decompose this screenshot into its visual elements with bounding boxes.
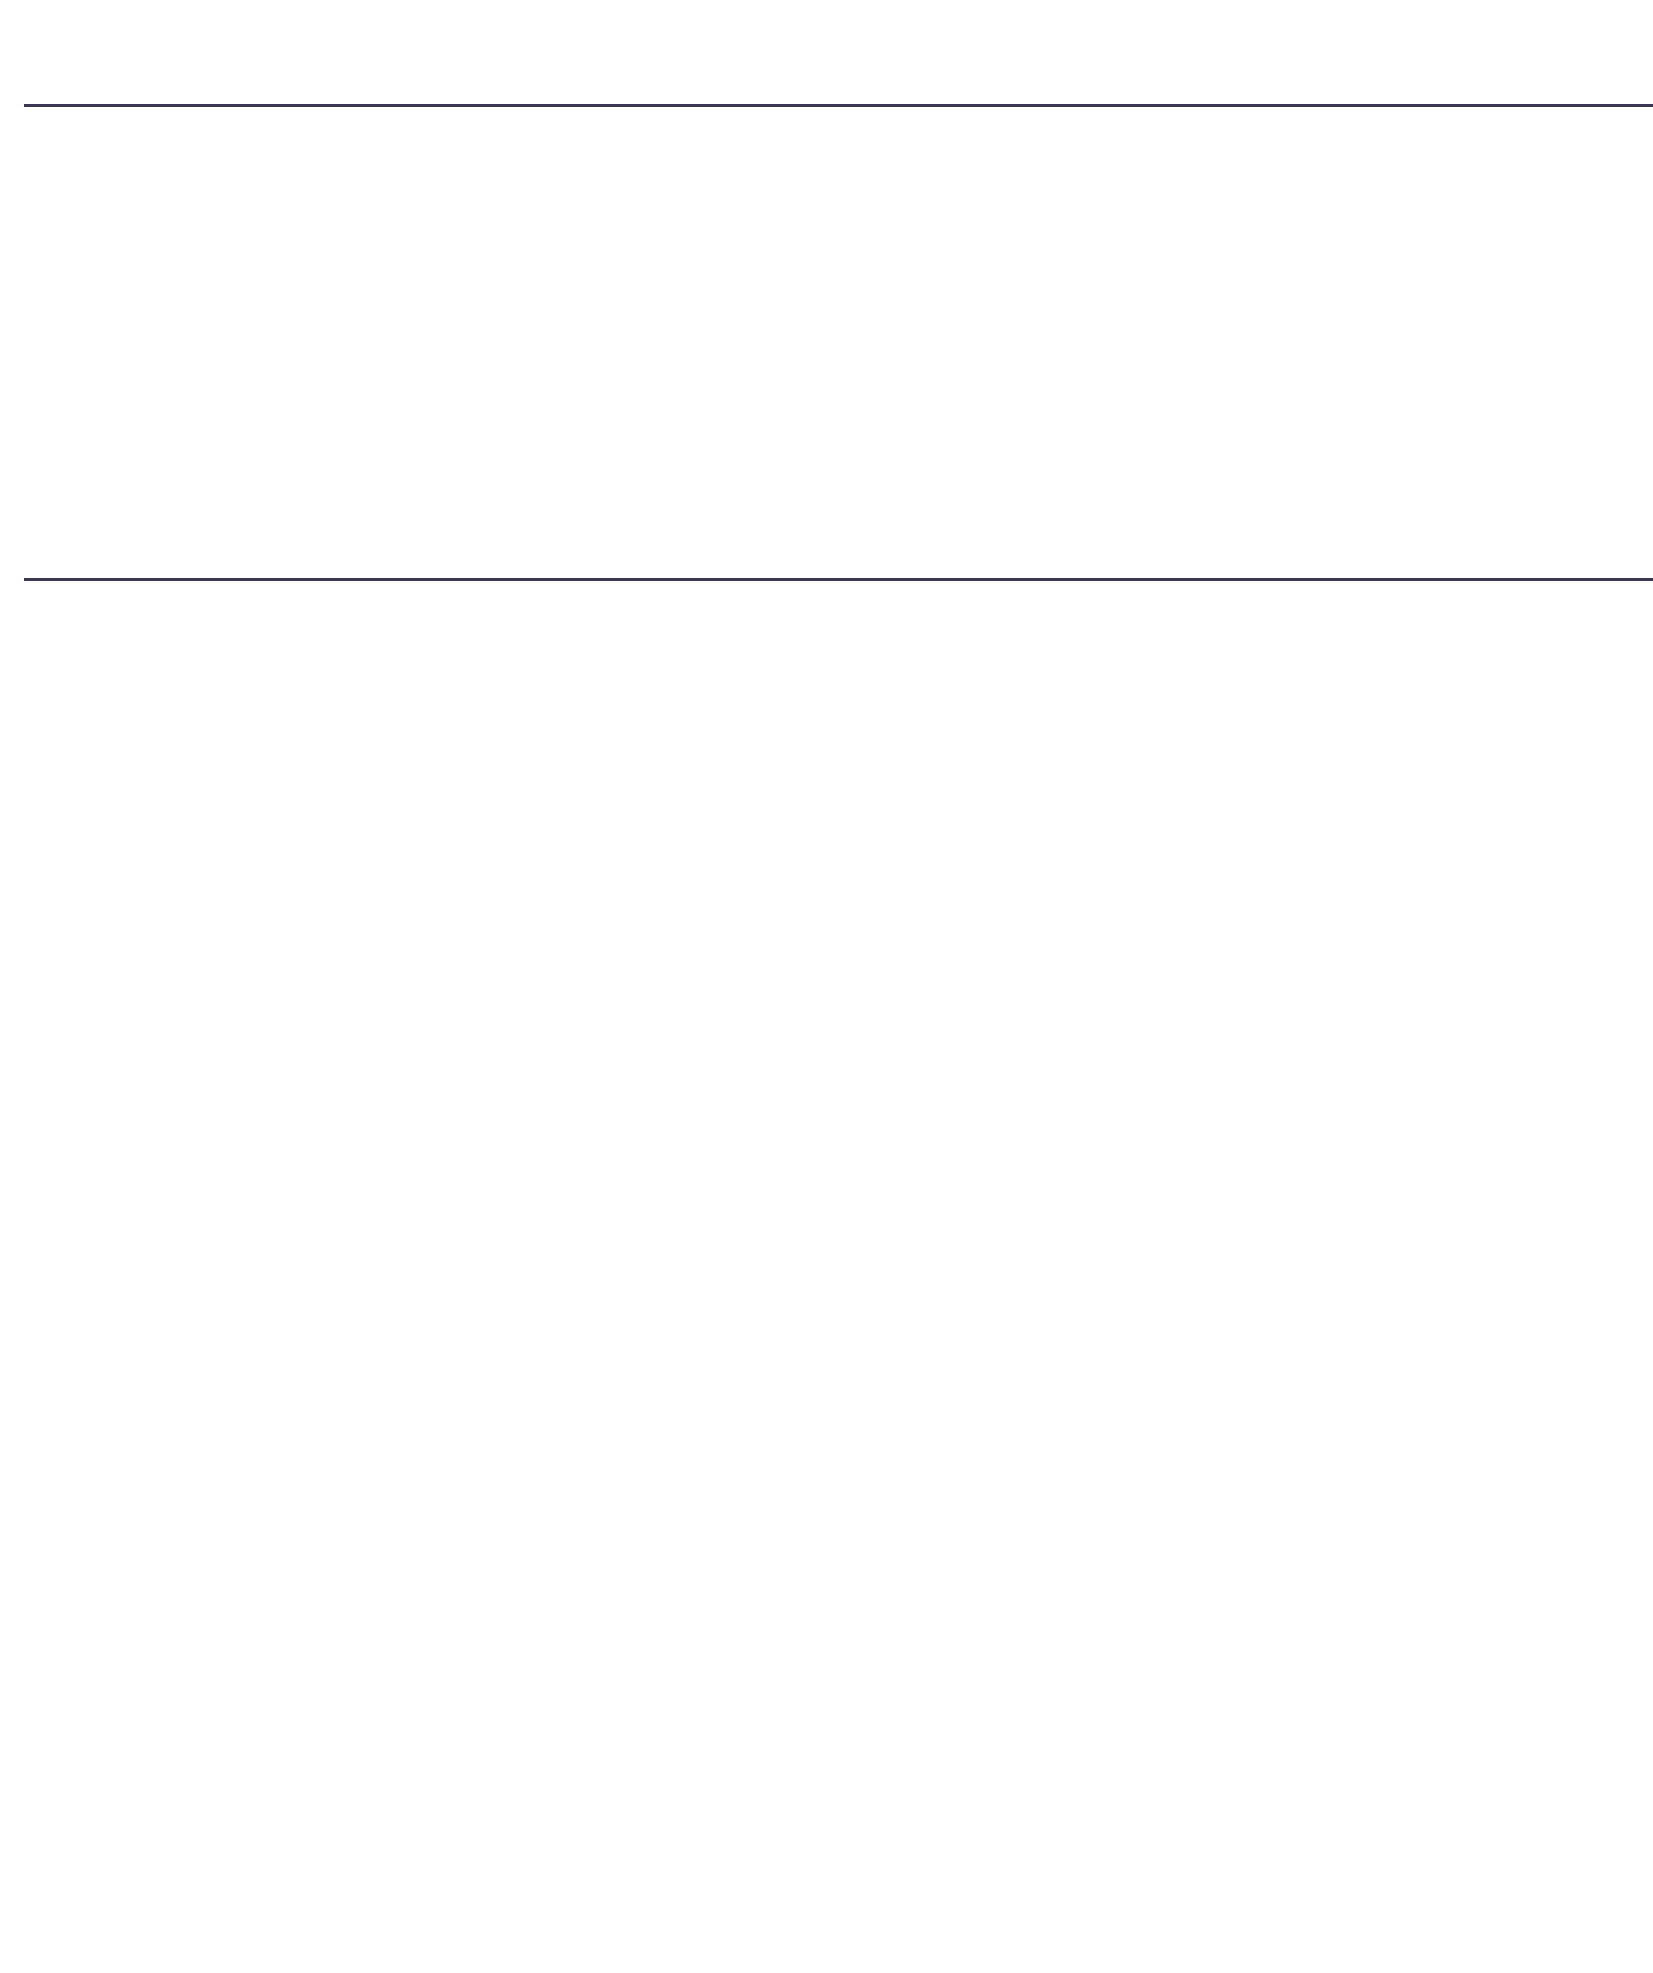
bottom-divider — [24, 578, 1653, 581]
top-divider — [24, 104, 1653, 107]
